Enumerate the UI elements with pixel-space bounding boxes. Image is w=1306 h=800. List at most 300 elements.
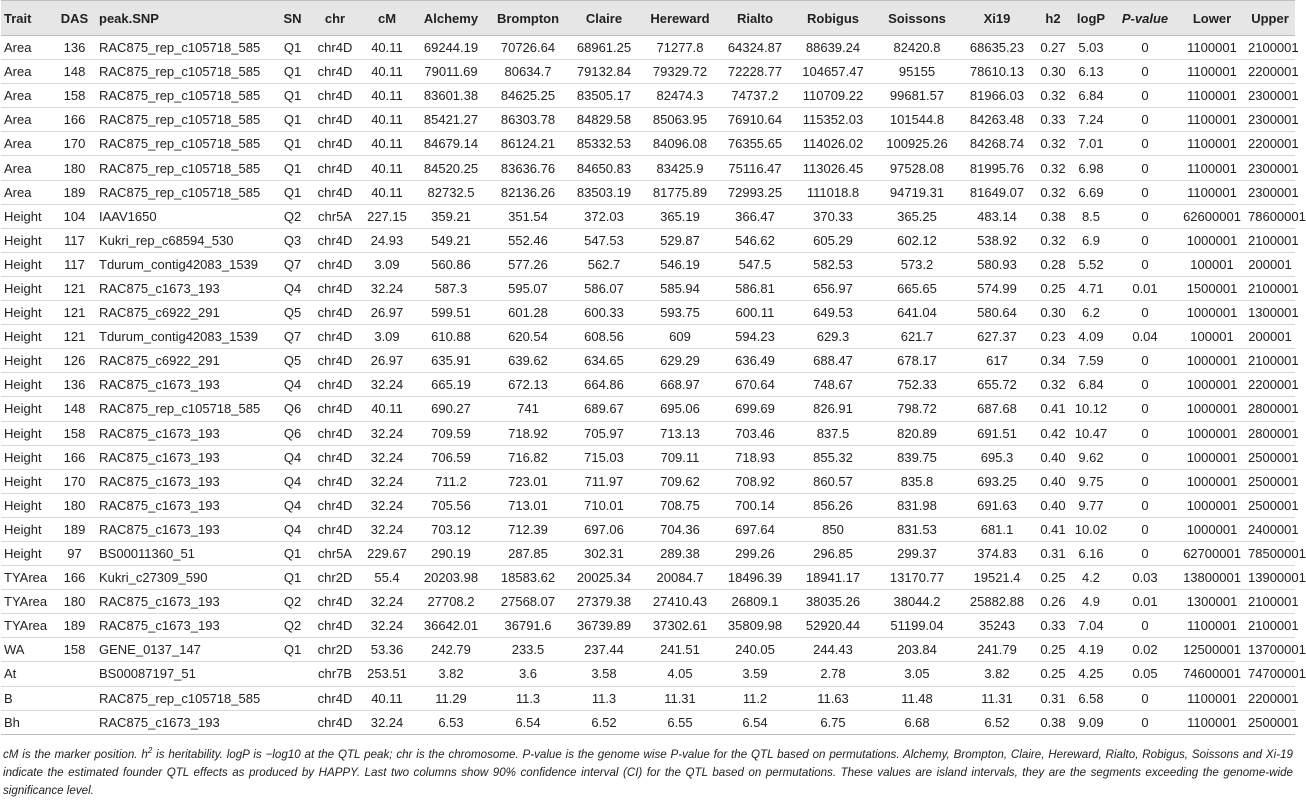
table-cell: 0 bbox=[1111, 301, 1179, 325]
table-cell: 189 bbox=[53, 517, 96, 541]
table-cell: 110709.22 bbox=[791, 84, 875, 108]
table-cell: RAC875_c1673_193 bbox=[96, 517, 276, 541]
table-cell: 3.59 bbox=[719, 662, 791, 686]
table-cell: Q6 bbox=[276, 397, 309, 421]
table-cell: 629.3 bbox=[791, 325, 875, 349]
table-cell: 0.42 bbox=[1035, 421, 1071, 445]
table-cell: 9.09 bbox=[1071, 710, 1111, 734]
table-cell: 40.11 bbox=[361, 156, 413, 180]
table-cell: 0.01 bbox=[1111, 590, 1179, 614]
table-cell: 562.7 bbox=[567, 252, 641, 276]
table-cell: 0 bbox=[1111, 132, 1179, 156]
table-cell: 820.89 bbox=[875, 421, 959, 445]
table-cell: Height bbox=[1, 301, 53, 325]
table-cell: 100001 bbox=[1179, 252, 1245, 276]
table-cell: Height bbox=[1, 252, 53, 276]
table-cell: 0.33 bbox=[1035, 614, 1071, 638]
table-cell: 37302.61 bbox=[641, 614, 719, 638]
table-cell: 605.29 bbox=[791, 228, 875, 252]
table-cell: 4.71 bbox=[1071, 276, 1111, 300]
table-cell: 2100001 bbox=[1245, 228, 1295, 252]
table-cell: Bh bbox=[1, 710, 53, 734]
table-row bbox=[1, 469, 1295, 493]
table-cell: 1500001 bbox=[1179, 276, 1245, 300]
table-cell: 0.03 bbox=[1111, 566, 1179, 590]
table-cell: 586.07 bbox=[567, 276, 641, 300]
table-cell: 0.25 bbox=[1035, 566, 1071, 590]
table-cell: 104657.47 bbox=[791, 60, 875, 84]
table-cell: 580.64 bbox=[959, 301, 1035, 325]
table-cell: 18496.39 bbox=[719, 566, 791, 590]
table-cell: 3.82 bbox=[959, 662, 1035, 686]
table-cell: 11.2 bbox=[719, 686, 791, 710]
table-cell: 1100001 bbox=[1179, 180, 1245, 204]
table-cell: 547.5 bbox=[719, 252, 791, 276]
table-cell: 0.32 bbox=[1035, 156, 1071, 180]
table-cell: 241.79 bbox=[959, 638, 1035, 662]
table-cell: 1000001 bbox=[1179, 349, 1245, 373]
table-cell: 3.05 bbox=[875, 662, 959, 686]
table-cell: 636.49 bbox=[719, 349, 791, 373]
table-cell: 200001 bbox=[1245, 325, 1295, 349]
table-cell: 75116.47 bbox=[719, 156, 791, 180]
table-cell: 689.67 bbox=[567, 397, 641, 421]
table-cell: 0 bbox=[1111, 445, 1179, 469]
table-cell: 180 bbox=[53, 590, 96, 614]
table-cell: 84520.25 bbox=[413, 156, 489, 180]
column-header: Brompton bbox=[489, 1, 567, 36]
table-cell: 83425.9 bbox=[641, 156, 719, 180]
table-row bbox=[1, 276, 1295, 300]
table-cell: 0.32 bbox=[1035, 373, 1071, 397]
table-cell: 2100001 bbox=[1245, 349, 1295, 373]
table-cell: 26.97 bbox=[361, 349, 413, 373]
table-cell: 574.99 bbox=[959, 276, 1035, 300]
table-cell: 11.31 bbox=[959, 686, 1035, 710]
table-cell: 97 bbox=[53, 541, 96, 565]
table-cell: Q4 bbox=[276, 445, 309, 469]
table-cell: 121 bbox=[53, 276, 96, 300]
table-cell: 55.4 bbox=[361, 566, 413, 590]
table-cell: RAC875_c1673_193 bbox=[96, 710, 276, 734]
table-cell: 6.9 bbox=[1071, 228, 1111, 252]
table-cell: 665.19 bbox=[413, 373, 489, 397]
table-cell: 20203.98 bbox=[413, 566, 489, 590]
table-row bbox=[1, 397, 1295, 421]
table-cell: 1100001 bbox=[1179, 156, 1245, 180]
table-cell: 6.2 bbox=[1071, 301, 1111, 325]
table-cell: 20025.34 bbox=[567, 566, 641, 590]
table-cell: TYArea bbox=[1, 590, 53, 614]
table-cell: 0.04 bbox=[1111, 325, 1179, 349]
table-row bbox=[1, 301, 1295, 325]
table-cell: 1100001 bbox=[1179, 60, 1245, 84]
table-cell: B bbox=[1, 686, 53, 710]
table-cell: 79132.84 bbox=[567, 60, 641, 84]
table-cell: 2300001 bbox=[1245, 108, 1295, 132]
table-cell: 602.12 bbox=[875, 228, 959, 252]
column-header: SN bbox=[276, 1, 309, 36]
table-cell: Q1 bbox=[276, 180, 309, 204]
table-cell: 32.24 bbox=[361, 614, 413, 638]
table-cell: 617 bbox=[959, 349, 1035, 373]
table-cell: 241.51 bbox=[641, 638, 719, 662]
table-cell: 2100001 bbox=[1245, 36, 1295, 60]
table-cell: 62600001 bbox=[1179, 204, 1245, 228]
table-cell: 82732.5 bbox=[413, 180, 489, 204]
table-cell: 582.53 bbox=[791, 252, 875, 276]
table-cell: At bbox=[1, 662, 53, 686]
table-cell: 0 bbox=[1111, 421, 1179, 445]
table-cell: Height bbox=[1, 517, 53, 541]
table-cell: 290.19 bbox=[413, 541, 489, 565]
table-cell: 95155 bbox=[875, 60, 959, 84]
table-cell: 253.51 bbox=[361, 662, 413, 686]
table-cell: 529.87 bbox=[641, 228, 719, 252]
table-cell: 748.67 bbox=[791, 373, 875, 397]
table-cell bbox=[53, 710, 96, 734]
table-cell: 0 bbox=[1111, 252, 1179, 276]
table-cell: 365.25 bbox=[875, 204, 959, 228]
table-cell: 0 bbox=[1111, 469, 1179, 493]
table-cell: 1100001 bbox=[1179, 686, 1245, 710]
table-cell: 752.33 bbox=[875, 373, 959, 397]
table-cell: 84829.58 bbox=[567, 108, 641, 132]
table-cell: 0 bbox=[1111, 156, 1179, 180]
table-cell: 709.59 bbox=[413, 421, 489, 445]
table-cell: Height bbox=[1, 541, 53, 565]
table-cell: 0 bbox=[1111, 180, 1179, 204]
table-cell: 13170.77 bbox=[875, 566, 959, 590]
table-cell bbox=[276, 686, 309, 710]
table-cell: 703.46 bbox=[719, 421, 791, 445]
table-cell: 2100001 bbox=[1245, 590, 1295, 614]
table-cell: 3.09 bbox=[361, 325, 413, 349]
table-cell: 2.78 bbox=[791, 662, 875, 686]
table-cell: 86303.78 bbox=[489, 108, 567, 132]
table-cell: 32.24 bbox=[361, 276, 413, 300]
table-row bbox=[1, 421, 1295, 445]
table-cell: 11.63 bbox=[791, 686, 875, 710]
table-cell: 84679.14 bbox=[413, 132, 489, 156]
table-cell: 5.52 bbox=[1071, 252, 1111, 276]
table-cell: 713.13 bbox=[641, 421, 719, 445]
table-cell: 126 bbox=[53, 349, 96, 373]
table-cell: Tdurum_contig42083_1539 bbox=[96, 252, 276, 276]
table-cell: Area bbox=[1, 180, 53, 204]
table-cell: 600.11 bbox=[719, 301, 791, 325]
table-cell: 831.53 bbox=[875, 517, 959, 541]
table-cell: 11.31 bbox=[641, 686, 719, 710]
table-cell: 38044.2 bbox=[875, 590, 959, 614]
table-cell: 83601.38 bbox=[413, 84, 489, 108]
table-cell: Area bbox=[1, 60, 53, 84]
table-cell: 189 bbox=[53, 180, 96, 204]
table-cell: RAC875_rep_c105718_585 bbox=[96, 84, 276, 108]
table-cell: 0.40 bbox=[1035, 493, 1071, 517]
table-body bbox=[1, 36, 1306, 735]
table-cell: 549.21 bbox=[413, 228, 489, 252]
table-cell: chr4D bbox=[309, 517, 361, 541]
table-cell: 0.32 bbox=[1035, 180, 1071, 204]
table-cell: WA bbox=[1, 638, 53, 662]
table-cell: 32.24 bbox=[361, 421, 413, 445]
table-cell: 0 bbox=[1111, 397, 1179, 421]
table-cell: 711.97 bbox=[567, 469, 641, 493]
table-cell: chr4D bbox=[309, 445, 361, 469]
table-cell: 36739.89 bbox=[567, 614, 641, 638]
column-header: Robigus bbox=[791, 1, 875, 36]
table-cell: 74700001 bbox=[1245, 662, 1295, 686]
table-cell: 1000001 bbox=[1179, 397, 1245, 421]
table-cell: 6.54 bbox=[489, 710, 567, 734]
table-cell: 117 bbox=[53, 228, 96, 252]
table-cell: 856.26 bbox=[791, 493, 875, 517]
table-cell: 76910.64 bbox=[719, 108, 791, 132]
table-cell: BS00087197_51 bbox=[96, 662, 276, 686]
column-header: Upper bbox=[1245, 1, 1295, 36]
table-cell: 94719.31 bbox=[875, 180, 959, 204]
table-cell: 599.51 bbox=[413, 301, 489, 325]
table-cell: 85421.27 bbox=[413, 108, 489, 132]
table-cell: 4.2 bbox=[1071, 566, 1111, 590]
table-cell: Kukri_c27309_590 bbox=[96, 566, 276, 590]
table-cell: 710.01 bbox=[567, 493, 641, 517]
table-cell: 573.2 bbox=[875, 252, 959, 276]
table-row bbox=[1, 132, 1295, 156]
table-cell: 2400001 bbox=[1245, 517, 1295, 541]
table-cell: 0.33 bbox=[1035, 108, 1071, 132]
table-cell: chr4D bbox=[309, 60, 361, 84]
table-cell: Q1 bbox=[276, 60, 309, 84]
table-cell bbox=[276, 662, 309, 686]
table-cell: 40.11 bbox=[361, 84, 413, 108]
table-cell: 351.54 bbox=[489, 204, 567, 228]
table-cell: BS00011360_51 bbox=[96, 541, 276, 565]
caption-superscript: 2 bbox=[147, 745, 153, 755]
table-cell: 117 bbox=[53, 252, 96, 276]
table-cell: TYArea bbox=[1, 614, 53, 638]
table-cell: 229.67 bbox=[361, 541, 413, 565]
table-cell: 705.56 bbox=[413, 493, 489, 517]
table-cell: chr4D bbox=[309, 180, 361, 204]
table-caption bbox=[0, 735, 1296, 800]
table-cell: 85332.53 bbox=[567, 132, 641, 156]
table-row bbox=[1, 590, 1295, 614]
table-cell: 40.11 bbox=[361, 60, 413, 84]
column-header: Hereward bbox=[641, 1, 719, 36]
table-cell: Height bbox=[1, 469, 53, 493]
table-cell: Height bbox=[1, 228, 53, 252]
table-cell: 693.25 bbox=[959, 469, 1035, 493]
table-cell: 2500001 bbox=[1245, 469, 1295, 493]
table-cell: 0.31 bbox=[1035, 686, 1071, 710]
table-cell: 709.11 bbox=[641, 445, 719, 469]
table-cell: 32.24 bbox=[361, 493, 413, 517]
table-cell: 26809.1 bbox=[719, 590, 791, 614]
table-cell: chr4D bbox=[309, 156, 361, 180]
table-cell: 100001 bbox=[1179, 325, 1245, 349]
table-cell: 136 bbox=[53, 373, 96, 397]
table-cell: chr4D bbox=[309, 421, 361, 445]
table-cell: 1000001 bbox=[1179, 228, 1245, 252]
table-cell: 690.27 bbox=[413, 397, 489, 421]
table-cell: 81649.07 bbox=[959, 180, 1035, 204]
table-cell: 0 bbox=[1111, 36, 1179, 60]
table-cell: 6.13 bbox=[1071, 60, 1111, 84]
table-cell: 9.75 bbox=[1071, 469, 1111, 493]
table-cell: RAC875_rep_c105718_585 bbox=[96, 60, 276, 84]
table-cell: 697.06 bbox=[567, 517, 641, 541]
table-cell: 8.5 bbox=[1071, 204, 1111, 228]
table-cell: 0.40 bbox=[1035, 445, 1071, 469]
column-header: Rialto bbox=[719, 1, 791, 36]
table-cell: 0 bbox=[1111, 228, 1179, 252]
table-cell: 703.12 bbox=[413, 517, 489, 541]
table-cell: 4.09 bbox=[1071, 325, 1111, 349]
column-header: Xi19 bbox=[959, 1, 1035, 36]
table-cell: 113026.45 bbox=[791, 156, 875, 180]
table-cell: 580.93 bbox=[959, 252, 1035, 276]
table-cell: 6.54 bbox=[719, 710, 791, 734]
table-cell: Area bbox=[1, 156, 53, 180]
table-cell: 12500001 bbox=[1179, 638, 1245, 662]
table-row bbox=[1, 156, 1295, 180]
table-cell: 287.85 bbox=[489, 541, 567, 565]
table-cell: 665.65 bbox=[875, 276, 959, 300]
table-cell: 2200001 bbox=[1245, 373, 1295, 397]
table-cell: 25882.88 bbox=[959, 590, 1035, 614]
table-cell: 27379.38 bbox=[567, 590, 641, 614]
table-cell: Q5 bbox=[276, 301, 309, 325]
table-cell: 68961.25 bbox=[567, 36, 641, 60]
table-cell: RAC875_c1673_193 bbox=[96, 614, 276, 638]
table-cell: 7.24 bbox=[1071, 108, 1111, 132]
table-cell: 80634.7 bbox=[489, 60, 567, 84]
table-cell: 681.1 bbox=[959, 517, 1035, 541]
table-cell: 237.44 bbox=[567, 638, 641, 662]
table-cell: 2300001 bbox=[1245, 180, 1295, 204]
table-cell: 1000001 bbox=[1179, 421, 1245, 445]
table-cell: 664.86 bbox=[567, 373, 641, 397]
column-header: Soissons bbox=[875, 1, 959, 36]
table-header bbox=[1, 1, 1295, 36]
caption-part-2: is heritability. logP is −log10 at the QTL peak; chr is the chromosome. P-value is the genome wise P-value for the QTL based on permutations. Alchemy, Brompton, Claire, Hereward, Rialto, Robigus, Soissons and Xi-19 indicate the estimated founder QTL effects as produced by HAPPY. Last two columns show 90% confidence interval (CI) for the QTL based on permutations. These values are island intervals, they are the segments exceeding the genome-wide significance level. bbox=[3, 747, 1293, 797]
table-cell: 2300001 bbox=[1245, 84, 1295, 108]
table-cell: RAC875_rep_c105718_585 bbox=[96, 108, 276, 132]
table-cell: 200001 bbox=[1245, 252, 1295, 276]
table-cell: Q6 bbox=[276, 421, 309, 445]
table-cell: TYArea bbox=[1, 566, 53, 590]
table-cell: 1000001 bbox=[1179, 373, 1245, 397]
table-cell: 560.86 bbox=[413, 252, 489, 276]
table-cell: 1100001 bbox=[1179, 132, 1245, 156]
table-cell: Q1 bbox=[276, 638, 309, 662]
table-cell: 0.38 bbox=[1035, 710, 1071, 734]
table-cell: 691.63 bbox=[959, 493, 1035, 517]
table-cell: 32.24 bbox=[361, 445, 413, 469]
table-cell: 370.33 bbox=[791, 204, 875, 228]
table-cell: 708.75 bbox=[641, 493, 719, 517]
table-cell: 798.72 bbox=[875, 397, 959, 421]
table-row bbox=[1, 686, 1295, 710]
table-cell: 99681.57 bbox=[875, 84, 959, 108]
table-cell: 84096.08 bbox=[641, 132, 719, 156]
table-cell: Area bbox=[1, 84, 53, 108]
table-cell: 299.26 bbox=[719, 541, 791, 565]
table-cell: 0.41 bbox=[1035, 517, 1071, 541]
table-cell: 585.94 bbox=[641, 276, 719, 300]
table-cell: 82420.8 bbox=[875, 36, 959, 60]
table-cell: 78600001 bbox=[1245, 204, 1295, 228]
table-cell: 1000001 bbox=[1179, 469, 1245, 493]
table-cell: 6.58 bbox=[1071, 686, 1111, 710]
table-cell: 0 bbox=[1111, 349, 1179, 373]
table-cell: 121 bbox=[53, 301, 96, 325]
table-cell: chr4D bbox=[309, 373, 361, 397]
table-row bbox=[1, 84, 1295, 108]
table-cell: 1000001 bbox=[1179, 445, 1245, 469]
column-header: logP bbox=[1071, 1, 1111, 36]
table-cell: Q4 bbox=[276, 469, 309, 493]
table-cell: 71277.8 bbox=[641, 36, 719, 60]
table-cell: Q1 bbox=[276, 84, 309, 108]
table-cell: Area bbox=[1, 36, 53, 60]
table-cell: 82136.26 bbox=[489, 180, 567, 204]
table-row bbox=[1, 349, 1295, 373]
table-cell: 656.97 bbox=[791, 276, 875, 300]
table-cell: 546.62 bbox=[719, 228, 791, 252]
table-cell: 3.58 bbox=[567, 662, 641, 686]
table-cell: Height bbox=[1, 421, 53, 445]
table-cell: Q3 bbox=[276, 228, 309, 252]
table-cell: 32.24 bbox=[361, 469, 413, 493]
table-cell: chr4D bbox=[309, 493, 361, 517]
qtl-table bbox=[1, 0, 1306, 735]
table-cell: 0 bbox=[1111, 541, 1179, 565]
table-cell: Q4 bbox=[276, 493, 309, 517]
table-cell: 620.54 bbox=[489, 325, 567, 349]
table-cell: 855.32 bbox=[791, 445, 875, 469]
table-cell: 629.29 bbox=[641, 349, 719, 373]
table-cell: 718.93 bbox=[719, 445, 791, 469]
table-cell: 0 bbox=[1111, 517, 1179, 541]
table-cell: 40.11 bbox=[361, 180, 413, 204]
table-cell: 635.91 bbox=[413, 349, 489, 373]
table-cell: 62700001 bbox=[1179, 541, 1245, 565]
table-cell: Q1 bbox=[276, 541, 309, 565]
table-cell: 52920.44 bbox=[791, 614, 875, 638]
table-cell: 601.28 bbox=[489, 301, 567, 325]
table-cell: 86124.21 bbox=[489, 132, 567, 156]
table-cell: 0.30 bbox=[1035, 60, 1071, 84]
table-cell: chr4D bbox=[309, 686, 361, 710]
table-cell: 170 bbox=[53, 469, 96, 493]
table-cell: 695.06 bbox=[641, 397, 719, 421]
table-cell: 78610.13 bbox=[959, 60, 1035, 84]
table-cell: Tdurum_contig42083_1539 bbox=[96, 325, 276, 349]
table-cell: 0.30 bbox=[1035, 301, 1071, 325]
table-cell: 586.81 bbox=[719, 276, 791, 300]
table-cell bbox=[53, 662, 96, 686]
table-cell: Q1 bbox=[276, 156, 309, 180]
table-cell: Q1 bbox=[276, 566, 309, 590]
table-cell: 19521.4 bbox=[959, 566, 1035, 590]
table-cell: 2800001 bbox=[1245, 421, 1295, 445]
table-cell: 0.34 bbox=[1035, 349, 1071, 373]
table-cell: Q5 bbox=[276, 349, 309, 373]
table-row bbox=[1, 710, 1295, 734]
